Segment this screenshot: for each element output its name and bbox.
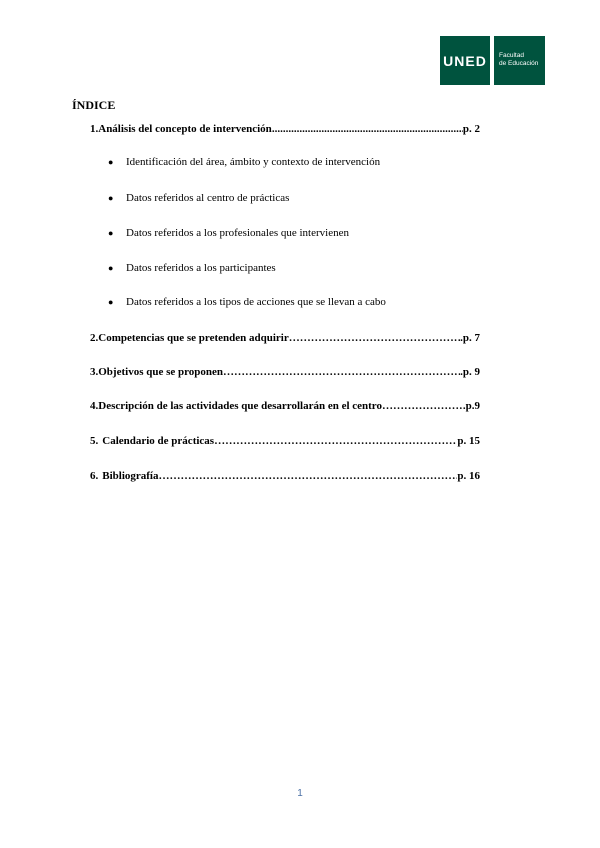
toc-subitem (108, 192, 289, 204)
toc-entry-label: Calendario de prácticas (102, 435, 215, 447)
toc-entry-number: 1. (90, 123, 99, 135)
toc-entry-label: Descripción de las actividades que desarrollarán en el centro (98, 400, 382, 412)
toc-entry-page: p. 15 (457, 435, 480, 447)
toc-subitem-label: Datos referidos a los participantes (126, 262, 276, 274)
toc-entry-number: 2. (90, 332, 99, 344)
bullet-icon: ● (108, 157, 114, 167)
toc-entry-number: 3. (90, 366, 99, 378)
toc-entry-label: Análisis del concepto de intervención (98, 123, 272, 135)
toc-subitem-label: Identificación del área, ámbito y contexto de intervención (126, 156, 381, 168)
toc-entry-2 (90, 332, 480, 344)
toc-entry-page: .p. 7 (460, 332, 480, 344)
index-title: ÍNDICE (72, 98, 116, 112)
toc-leader-dots (272, 123, 463, 135)
toc-entry-page: p. 16 (457, 470, 480, 482)
toc-leader-dots (214, 435, 457, 447)
uned-logo (440, 36, 490, 85)
toc-entry-page: .p.9 (462, 400, 480, 412)
toc-entry-3 (90, 366, 480, 378)
toc-entry-number: 6. (90, 470, 99, 482)
toc-leader-dots (223, 366, 460, 378)
page-number: 1 (297, 788, 303, 799)
bullet-icon: ● (108, 263, 114, 273)
uned-logo-text: UNED (443, 52, 487, 69)
toc-entry-1 (90, 123, 480, 135)
bullet-icon: ● (108, 193, 114, 203)
toc-leader-dots (382, 400, 463, 412)
toc-subitem-label: Datos referidos a los profesionales que intervienen (126, 227, 349, 239)
toc-entry-page: .p. 9 (460, 366, 480, 378)
faculty-logo (494, 36, 545, 85)
toc-entry-4 (90, 400, 480, 412)
toc-entry-label: Objetivos que se proponen (98, 366, 224, 378)
toc-subitem-label: Datos referidos al centro de prácticas (126, 192, 290, 204)
toc-entry-5 (90, 435, 480, 447)
faculty-line-2: de Educación (499, 60, 539, 67)
toc-leader-dots (289, 332, 460, 344)
toc-entry-6 (90, 470, 480, 482)
toc-entry-page: p. 2 (462, 123, 480, 135)
toc-entry-number: 4. (90, 400, 99, 412)
toc-subitem (108, 262, 276, 274)
toc-subitem-label: Datos referidos a los tipos de acciones que se llevan a cabo (126, 296, 386, 308)
toc-entry-label: Bibliografía (102, 470, 159, 482)
toc-leader-dots (158, 470, 457, 482)
bullet-icon: ● (108, 297, 114, 307)
toc-entry-number: 5. (90, 435, 99, 447)
bullet-icon: ● (108, 228, 114, 238)
toc-subitem (108, 156, 380, 168)
toc-subitem (108, 296, 386, 308)
toc-entry-label: Competencias que se pretenden adquirir (98, 332, 289, 344)
faculty-line-1: Facultad (499, 52, 524, 59)
toc-subitem (108, 227, 349, 239)
